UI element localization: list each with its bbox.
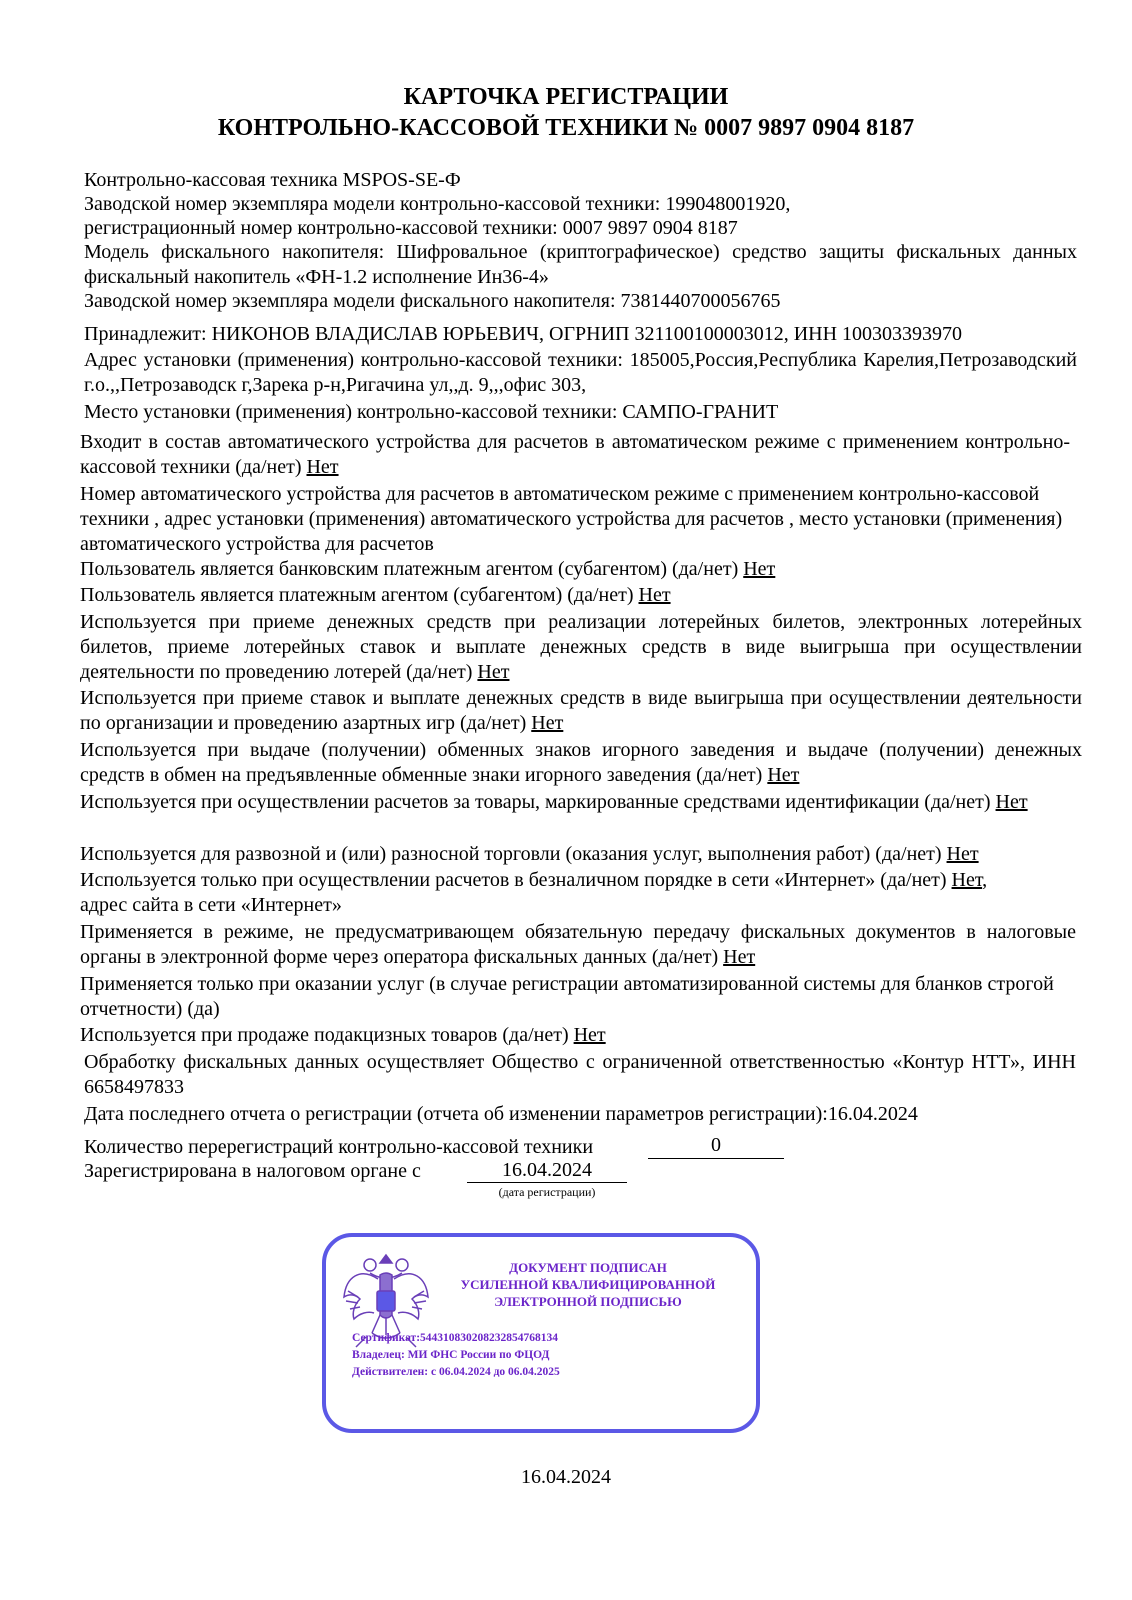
footer-date: 16.04.2024 (521, 1466, 611, 1488)
e-signature-stamp (322, 1233, 760, 1433)
rereg-value: 0 (711, 1134, 721, 1156)
item-excise: Используется при продаже подакцизных товаров (да/нет) Нет (80, 1024, 606, 1046)
last-report-date: Дата последнего отчета о регистрации (отчета об изменении параметров регистрации):16.04.2024 (84, 1103, 918, 1125)
rereg-label: Количество перерегистраций контрольно-кассовой техники (84, 1136, 594, 1158)
document-subtitle: КОНТРОЛЬНО-КАССОВОЙ ТЕХНИКИ № 0007 9897 0904 8187 (217, 115, 915, 141)
bank-agent-value: Нет (743, 558, 776, 580)
fn-model: Модель фискального накопителя: Шифровальное (криптографическое) средство защиты фискальных данных фискальный накопитель «ФН-1.2 исполнение Ин36-4» (84, 241, 1077, 288)
stamp-validity: Действителен: с 06.04.2024 до 06.04.2025 (352, 1366, 560, 1378)
reg-label: Зарегистрирована в налоговом органе с (84, 1160, 421, 1182)
auto-device-value: Нет (306, 456, 339, 478)
owner: Принадлежит: НИКОНОВ ВЛАДИСЛАВ ЮРЬЕВИЧ, ОГРНИП 321100100003012, ИНН 100303393970 (84, 323, 963, 345)
lottery-value: Нет (477, 661, 510, 683)
reg-date-caption: (дата регистрации) (498, 1185, 596, 1199)
gambling-value: Нет (531, 712, 564, 734)
item-gambling: Используется при приеме ставок и выплате денежных средств в виде выигрыша при осуществлении деятельности по организации и проведению азартных игр (да/нет) Нет (80, 687, 1082, 734)
reg-date: 16.04.2024 (502, 1159, 592, 1181)
install-place: Место установки (применения) контрольно-кассовой техники: САМПО-ГРАНИТ (84, 401, 779, 423)
offline-value: Нет (723, 946, 756, 968)
pay-agent-value: Нет (638, 584, 671, 606)
kkt-model: Контрольно-кассовая техника MSPOS-SE-Ф (84, 169, 461, 191)
reg-date-underline (467, 1182, 627, 1183)
item-auto-number: Номер автоматического устройства для расчетов в автоматическом режиме с применением контрольно-кассовой техники , адрес установки (применения) автоматического устройства для расчетов , место установки (применения) автоматического устройства для расчетов (80, 483, 1063, 555)
item-marked: Используется при осуществлении расчетов за товары, маркированные средствами идентификации (да/нет) Нет (80, 791, 1028, 813)
kkt-serial: Заводской номер экземпляра модели контрольно-кассовой техники: 199048001920, (84, 193, 791, 215)
item-pay-agent: Пользователь является платежным агентом (субагентом) (да/нет) Нет (80, 584, 671, 606)
internet-site: адрес сайта в сети «Интернет» (80, 894, 342, 916)
item-tokens: Используется при выдаче (получении) обменных знаков игорного заведения и выдаче (получении) денежных средств в обмен на предъявленные обменные знаки игорного заведения (да/нет) Нет (80, 739, 1082, 786)
item-delivery: Используется для развозной и (или) разносной торговли (оказания услуг, выполнения работ) (да/нет) Нет (80, 843, 979, 865)
item-internet: Используется только при осуществлении расчетов в безналичном порядке в сети «Интернет» (да/нет) Нет, адрес сайта в сети «Интернет» (80, 869, 988, 916)
delivery-value: Нет (946, 843, 979, 865)
stamp-certificate: Сертификат:544310830208232854768134 (352, 1332, 559, 1344)
stamp-heading: ДОКУМЕНТ ПОДПИСАН УСИЛЕННОЙ КВАЛИФИЦИРОВАННОЙ ЭЛЕКТРОННОЙ ПОДПИСЬЮ (460, 1260, 716, 1309)
item-services: Применяется только при оказании услуг (в случае регистрации автоматизированной системы для бланков строгой отчетности) (да) (80, 973, 1054, 1020)
item-ofd: Обработку фискальных данных осуществляет Общество с ограниченной ответственностью «Контур НТТ», ИНН 6658497833 (84, 1051, 1076, 1098)
stamp-owner: Владелец: МИ ФНС России по ФЦОД (352, 1349, 550, 1361)
tokens-value: Нет (767, 764, 800, 786)
item-auto-device: Входит в состав автоматического устройства для расчетов в автоматическом режиме с применением контрольно-кассовой техники (да/нет) Нет (80, 431, 1070, 478)
item-bank-agent: Пользователь является банковским платежным агентом (субагентом) (да/нет) Нет (80, 558, 776, 580)
fn-serial: Заводской номер экземпляра модели фискального накопителя: 7381440700056765 (84, 290, 781, 312)
marked-value: Нет (995, 791, 1028, 813)
document-title: КАРТОЧКА РЕГИСТРАЦИИ (403, 84, 729, 110)
install-address: Адрес установки (применения) контрольно-кассовой техники: 185005,Россия,Республика Карелия,Петрозаводский г.о.,,Петрозаводск г,Зарека р-н,Ригачина ул,,д. 9,,,офис 303, (84, 349, 1077, 396)
rereg-underline (648, 1158, 784, 1159)
item-lottery: Используется при приеме денежных средств при реализации лотерейных билетов, электронных лотерейных билетов, приеме лотерейных ставок и выплате денежных средств в виде выигрыша при осуществлении деятельности по проведению лотерей (да/нет) Нет (80, 611, 1082, 683)
kkt-reg-number: регистрационный номер контрольно-кассовой техники: 0007 9897 0904 8187 (84, 217, 738, 239)
item-offline: Применяется в режиме, не предусматривающем обязательную передачу фискальных документов в налоговые органы в электронной форме через оператора фискальных данных (да/нет) Нет (80, 921, 1076, 968)
internet-value: Нет (951, 869, 983, 891)
excise-value: Нет (573, 1024, 606, 1046)
